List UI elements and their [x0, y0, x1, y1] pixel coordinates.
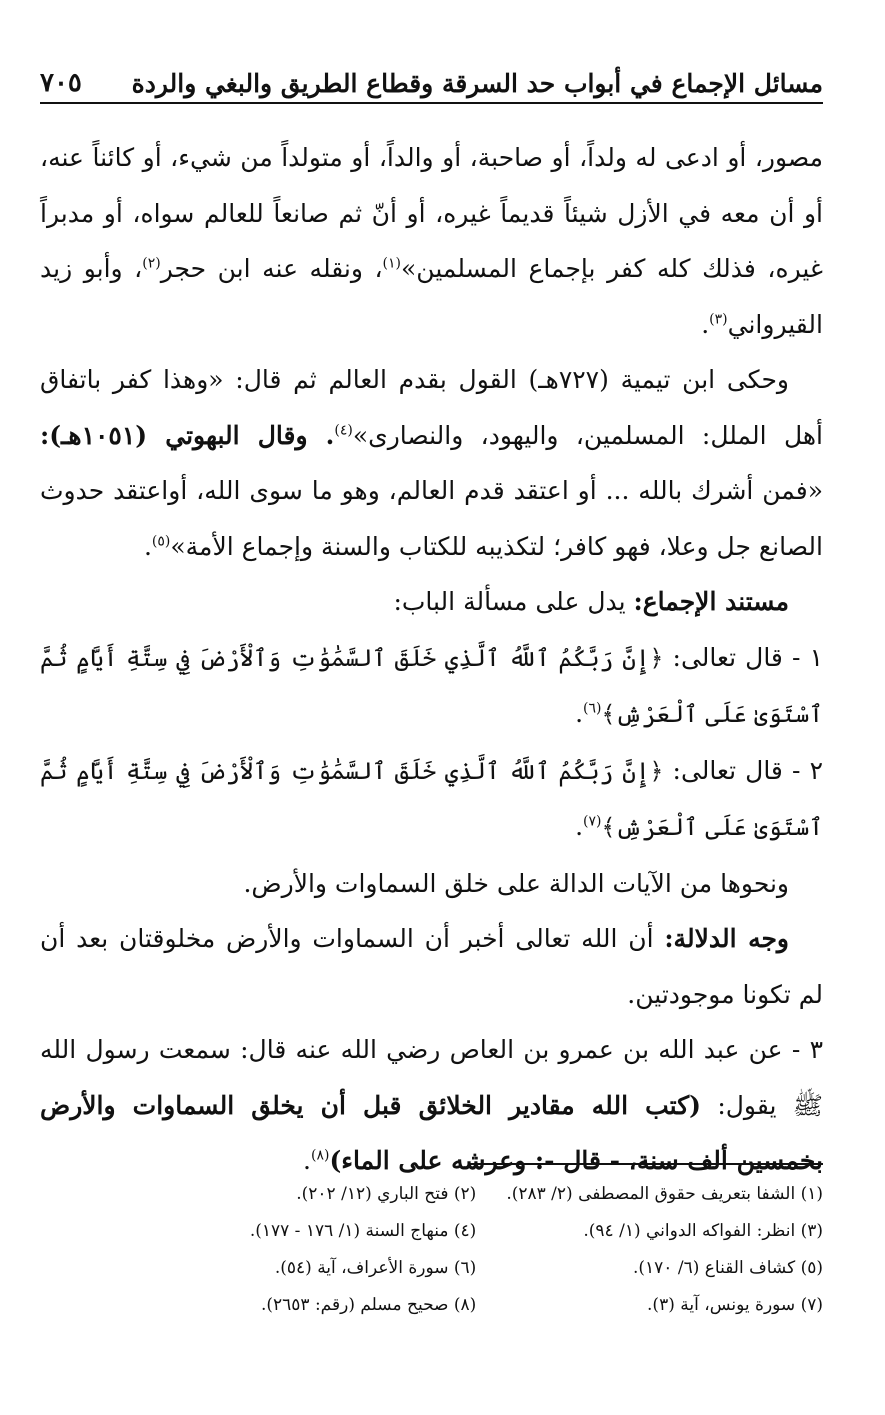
mustanad-heading: مستند الإجماع:: [633, 587, 789, 616]
footnote-4: (٤) منهاج السنة (١/ ١٧٦ - ١٧٧).: [249, 1221, 477, 1241]
footnote-5: (٥) كشاف القناع (٦/ ١٧٠).: [632, 1258, 823, 1278]
footnote-3: (٣) انظر: الفواكه الدواني (١/ ٩٤).: [583, 1221, 823, 1241]
running-title: مسائل الإجماع في أبواب حد السرقة وقطاع الطريق والبغي والردة: [131, 69, 823, 98]
paragraph-1: مصور، أو ادعى له ولداً، أو صاحبة، أو والداً، أو متولداً من شيء، أو كائناً عنه، أو أن معه في الأزل شيئاً قديماً غيره، أو أنّ ثم صانعاً للعالم سواه، أو مدبراً غيره، فذلك كله كفر بإجماع المسلمين»$^{(١)}$، ونقله عنه ابن حجر$^{(٢)}$، وأبو زيد القيرواني$^{(٣)}$.: [40, 143, 823, 339]
hadith-text: (كتب الله مقادير الخلائق قبل أن يخلق السماوات والأرض بخمسين ألف سنة، - قال -: وعرشه على الماء): [40, 1090, 823, 1175]
quran-verse-1: ﴿إِنَّ رَبَّكُمُ ٱللَّهُ ٱلَّذِي خَلَقَ ٱلسَّمَٰوَٰتِ وَٱلْأَرْضَ فِي سِتَّةِ أَيَّامٍ ثُمَّ ٱسْتَوَىٰ عَلَى ٱلْعَرْشِ﴾: [40, 643, 823, 728]
footnote-ref-3[interactable]: (٣): [709, 311, 728, 328]
footnote-1: (١) الشفا بتعريف حقوق المصطفى (٢/ ٢٨٣).: [506, 1184, 823, 1204]
footnote-separator: [468, 1163, 823, 1165]
footnote-ref-6[interactable]: (٦): [583, 700, 602, 717]
footnote-ref-5[interactable]: (٥): [151, 533, 171, 550]
evidence-item-2: ٢ - قال تعالى: ﴿إِنَّ رَبَّكُمُ ٱللَّهُ ٱلَّذِي خَلَقَ ٱلسَّمَٰوَٰتِ وَٱلْأَرْضَ فِي سِتَّةِ أَيَّامٍ ثُمَّ ٱسْتَوَىٰ عَلَى ٱلْعَرْشِ﴾$^{(٧)}$.: [40, 755, 823, 841]
footnote-8: (٨) صحيح مسلم (رقم: ٢٦٥٣).: [260, 1295, 477, 1315]
main-text: [40, 130, 823, 1189]
dalala-section: وجه الدلالة: أن الله تعالى أخبر أن السماوات والأرض مخلوقتان بعد أن لم تكونا موجودتين.: [40, 924, 823, 1009]
evidence-item-1: ١ - قال تعالى: ﴿إِنَّ رَبَّكُمُ ٱللَّهُ ٱلَّذِي خَلَقَ ٱلسَّمَٰوَٰتِ وَٱلْأَرْضَ فِي سِتَّةِ أَيَّامٍ ثُمَّ ٱسْتَوَىٰ عَلَى ٱلْعَرْشِ﴾$^{(٦)}$.: [40, 642, 823, 728]
page-header: [40, 52, 823, 104]
footnote-ref-2[interactable]: (٢): [142, 255, 161, 272]
footnote-ref-8[interactable]: (٨): [310, 1147, 330, 1164]
mustanad-section: مستند الإجماع: يدل على مسألة الباب:: [393, 587, 789, 616]
footnote-6: (٦) سورة الأعراف، آية (٥٤).: [274, 1258, 477, 1278]
page-number: ٧٠٥: [40, 68, 82, 98]
quran-verse-2: ﴿إِنَّ رَبَّكُمُ ٱللَّهُ ٱلَّذِي خَلَقَ ٱلسَّمَٰوَٰتِ وَٱلْأَرْضَ فِي سِتَّةِ أَيَّامٍ ثُمَّ ٱسْتَوَىٰ عَلَى ٱلْعَرْشِ﴾: [40, 756, 823, 841]
footnote-7: (٧) سورة يونس، آية (٣).: [647, 1295, 823, 1315]
footnote-ref-7[interactable]: (٧): [583, 813, 602, 830]
footnote-2: (٢) فتح الباري (١٢/ ٢٠٢).: [296, 1184, 477, 1204]
footnote-ref-4[interactable]: (٤): [334, 422, 353, 439]
dalala-heading: وجه الدلالة:: [664, 924, 790, 953]
similar-verses: ونحوها من الآيات الدالة على خلق السماوات والأرض.: [243, 868, 789, 898]
paragraph-2: وحكى ابن تيمية (٧٢٧هـ) القول بقدم العالم ثم قال: «وهذا كفر باتفاق أهل الملل: المسلمين، واليهود، والنصارى»$^{(٤)}$. وقال البهوتي (١٠٥١هـ): «فمن أشرك بالله ... أو اعتقد قدم العالم، وهو ما سوى الله، أواعتقد حدوث الصانع جل وعلا، فهو كافر؛ لتكذيبه للكتاب والسنة وإجماع الأمة»$^{(٥)}$.: [40, 365, 824, 561]
footnotes: [170, 1178, 823, 1321]
footnote-ref-1[interactable]: (١): [382, 255, 402, 272]
evidence-item-3: ٣ - عن عبد الله بن عمرو بن العاص رضي الله عنه قال: سمعت رسول الله ﷺ يقول: (كتب الله مقادير الخلائق قبل أن يخلق السماوات والأرض بخمسين ألف سنة، - قال -: وعرشه على الماء)$^{(٨)}$.: [40, 1035, 823, 1175]
